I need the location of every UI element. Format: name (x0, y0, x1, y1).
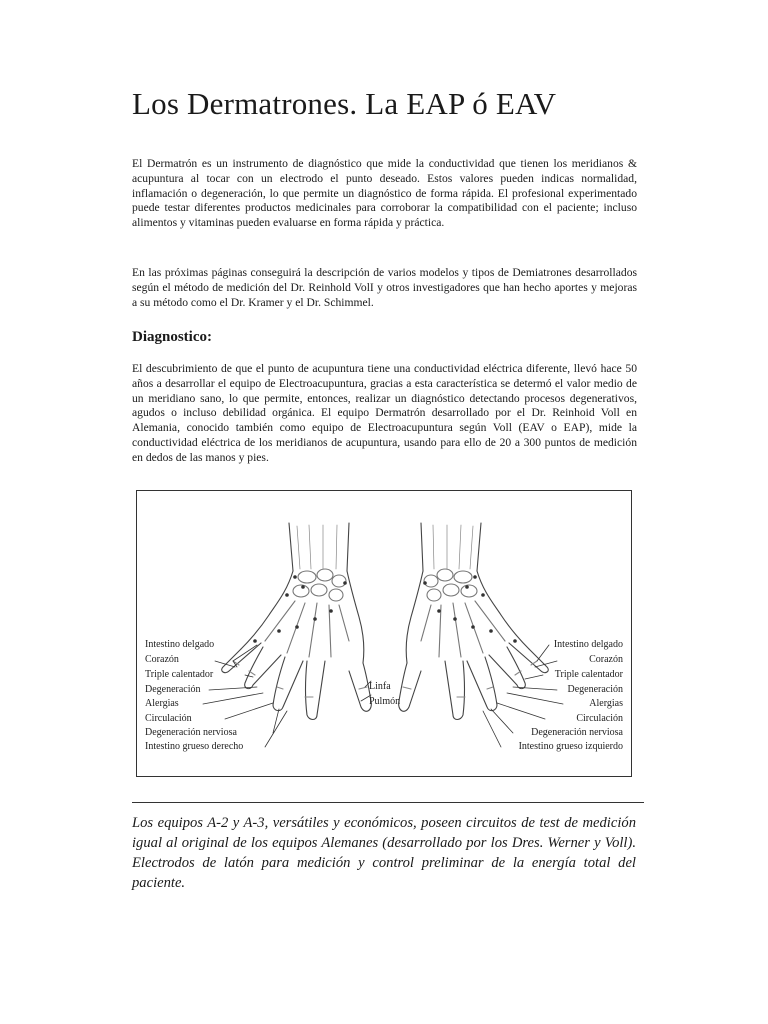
label-left-circulacion: Circulación (145, 713, 192, 724)
label-right-degeneracion: Degeneración (567, 684, 623, 695)
label-left-degeneracion: Degeneración (145, 684, 201, 695)
intro-paragraph-1: El Dermatrón es un instrumento de diagnóstico que mide la conductividad que tienen los meridianos & acupuntura al tocar con un electrodo el punto deseado. Estos valores pueden indicas normalidad, inflamación o degeneración, lo que permite un diagnóstico de forma rápida. El profesional experimentado puede testar diferentes productos medicinales para corroborar la compatibilidad con el paciente; incluso alimentos y vitaminas pueden evaluarse en forma rápida y práctica. (132, 157, 637, 230)
page-title: Los Dermatrones. La EAP ó EAV (132, 86, 557, 121)
label-right-corazon: Corazón (589, 654, 623, 665)
intro-paragraph-2: En las próximas páginas conseguirá la descripción de varios modelos y tipos de Demiatrones desarrollados según el método de medición del Dr. Reinhold VolI y otros investigadores que han hecho aportes y mejoras a su método como el Dr. Kramer y el Dr. Schimmel. (132, 266, 637, 309)
label-right-triple-calentador: Triple calentador (554, 669, 623, 680)
label-right-intestino-grueso: Intestino grueso izquierdo (518, 741, 623, 752)
label-left-intestino-delgado: Intestino delgado (145, 639, 215, 650)
figure-caption: Los equipos A-2 y A-3, versátiles y económicos, poseen circuitos de test de medición igual al original de los equipos Alemanes (desarrollado por los Dres. Werner y Voll). Electrodos de latón para medición y control preliminar de la energía total del paciente. (132, 815, 636, 891)
label-linfa: Linfa (369, 681, 391, 692)
section-paragraph: El descubrimiento de que el punto de acupuntura tiene una conductividad eléctrica diferente, llevó hace 50 años a desarrollar el equipo de Electroacupuntura, gracias a esta característica se determó el valor medio de un meridiano sano, lo que permite, entonces, realizar un diagnóstico detectando procesos degenerativos, agudos o incluso debilidad orgánica. El equipo Dermatrón desarrollado por el Dr. Reinhoid Voll en Alemania, conocido también como equipo de Electroacupuntura según Voll (EAV o EAP), mide la conductividad eléctrica de los meridianos de acupuntura, usando para ello de 20 a 300 puntos de medición en dedos de las manos y pies. (132, 362, 637, 464)
label-right-alergias: Alergias (589, 698, 623, 709)
label-pulmon: Pulmón (369, 696, 401, 707)
label-left-intestino-grueso: Intestino grueso derecho (145, 741, 244, 752)
label-left-triple-calentador: Triple calentador (145, 669, 214, 680)
section-heading: Diagnostico: (132, 329, 212, 345)
left-hand (222, 523, 372, 720)
label-right-circulacion: Circulación (576, 713, 623, 724)
label-right-intestino-delgado: Intestino delgado (553, 639, 623, 650)
label-left-corazon: Corazón (145, 654, 179, 665)
label-left-alergias: Alergias (145, 698, 179, 709)
label-right-degeneracion-nerviosa: Degeneración nerviosa (531, 727, 623, 738)
hands-diagram (136, 490, 632, 777)
caption-divider (132, 802, 644, 803)
label-left-degeneracion-nerviosa: Degeneración nerviosa (145, 727, 237, 738)
